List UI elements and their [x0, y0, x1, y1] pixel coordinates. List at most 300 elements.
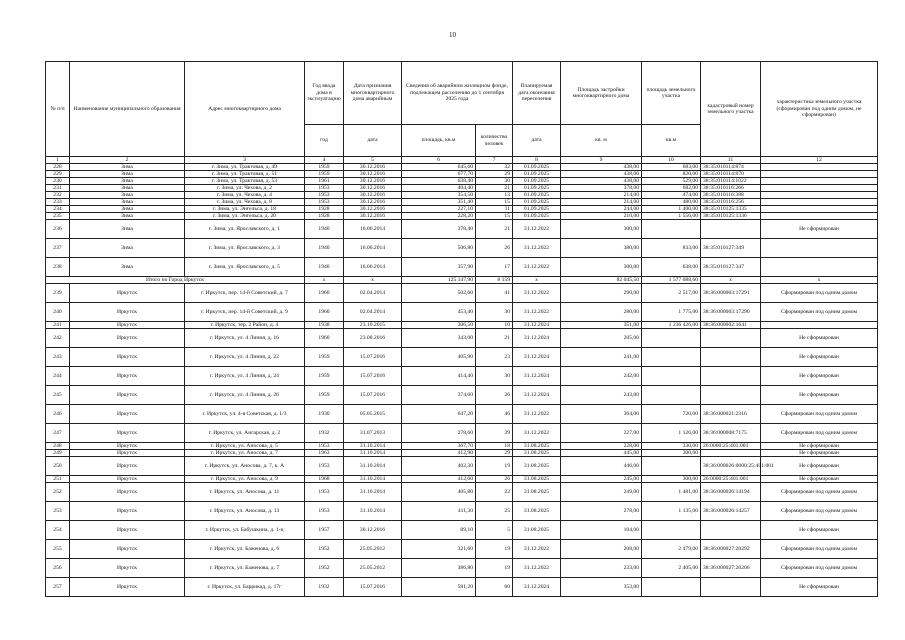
cell-row-number: 250: [46, 457, 70, 476]
cell-area: 414,40: [402, 367, 476, 386]
table-row: [46, 476, 878, 483]
cell-building-area: 446,00: [561, 457, 642, 476]
table-row: [46, 443, 878, 450]
cell-area: 374,60: [402, 386, 476, 405]
cell-year-built: 1952: [305, 540, 344, 559]
cell-row-number: 252: [46, 483, 70, 502]
cell-planned-date: 31.12.2024: [513, 367, 561, 386]
cell-address: г. Иркутск, ул. 4 Линия, д. 22: [185, 348, 305, 367]
cell-municipality: Иркутск: [70, 476, 185, 483]
table-row: [46, 348, 878, 367]
cell-land-status: Не сформирован: [761, 367, 878, 386]
cell-area: 645,60: [402, 164, 476, 171]
cell-emergency-date: 02.04.2014: [344, 284, 402, 303]
cell-address: г. Иркутск, ул. Аносова, д. 13: [185, 502, 305, 521]
cell-row-number: 253: [46, 502, 70, 521]
cell-planned-date: 01.09.2025: [513, 192, 561, 199]
cell-land-area: 529,00: [642, 178, 701, 185]
cell-emergency-date: 23.08.2016: [344, 329, 402, 348]
header-land-status: характеристика земельного участка (сформирован под одним домом, не сформирован): [761, 62, 878, 157]
cell-land-area: 300,00: [642, 476, 701, 483]
total-cell: x: [761, 277, 878, 284]
cell-municipality: Зима: [70, 220, 185, 239]
cell-people: 21: [476, 220, 513, 239]
table-row: [46, 171, 878, 178]
table-row: [46, 220, 878, 239]
cell-cadastral-number: 38:36:000003:17291: [701, 284, 761, 303]
cell-area: 306,50: [402, 322, 476, 329]
cell-land-area: [642, 220, 701, 239]
cell-land-status: Не сформирован: [761, 348, 878, 367]
cell-building-area: 300,00: [561, 220, 642, 239]
cell-area: 638,40: [402, 178, 476, 185]
cell-land-status: [761, 171, 878, 178]
cell-planned-date: 01.09.2025: [513, 171, 561, 178]
cell-address: г. Иркутск, тер. 2 Район, д. 4: [185, 322, 305, 329]
cell-area: 412,90: [402, 450, 476, 457]
cell-address: г. Иркутск, ул. Аносова, д. 5: [185, 443, 305, 450]
cell-building-area: 364,00: [561, 405, 642, 424]
cell-address: г. Зима, ул. Трактовая, д. 49: [185, 164, 305, 171]
cell-people: 46: [476, 405, 513, 424]
cell-planned-date: 31.12.2022: [513, 303, 561, 322]
cell-address: г. Зима, ул. Трактовая, д. 53: [185, 178, 305, 185]
cell-building-area: 208,00: [561, 540, 642, 559]
cell-people: 32: [476, 164, 513, 171]
cell-emergency-date: 30.12.2016: [344, 185, 402, 192]
cell-land-status: [761, 164, 878, 171]
cell-row-number: 240: [46, 303, 70, 322]
cell-planned-date: 31.08.2025: [513, 457, 561, 476]
cell-building-area: 438,00: [561, 164, 642, 171]
cell-people: 17: [476, 258, 513, 277]
cell-planned-date: 31.12.2024: [513, 578, 561, 597]
cell-address: г. Зима, ул. Чехова, д. 4: [185, 192, 305, 199]
subheader-sqm: кв. м: [561, 125, 642, 157]
cell-land-area: 833,00: [642, 239, 701, 258]
cell-cadastral-number: 38:35:010127:347: [701, 258, 761, 277]
cell-year-built: 1930: [305, 405, 344, 424]
cell-land-status: [761, 199, 878, 206]
cell-area: 367,70: [402, 443, 476, 450]
table-row: [46, 178, 878, 185]
cell-people: 10: [476, 322, 513, 329]
table-row: [46, 213, 878, 220]
table-row: [46, 206, 878, 213]
cell-municipality: Иркутск: [70, 348, 185, 367]
cell-building-area: 233,00: [561, 559, 642, 578]
cell-land-area: 474,00: [642, 192, 701, 199]
cell-land-status: Не сформирован: [761, 443, 878, 450]
cell-address: г. Иркутск, ул. Аносова, д. 9: [185, 476, 305, 483]
cell-cadastral-number: 38:35:010114:870: [701, 171, 761, 178]
cell-planned-date: 31.12.2022: [513, 424, 561, 443]
table-row: [46, 303, 878, 322]
cell-building-area: 438,00: [561, 178, 642, 185]
cell-planned-date: 31.08.2025: [513, 502, 561, 521]
cell-cadastral-number: [701, 521, 761, 540]
cell-address: г. Иркутск, пер. 14-й Советский, д. 9: [185, 303, 305, 322]
table-row: [46, 559, 878, 578]
cell-emergency-date: 05.05.2015: [344, 405, 402, 424]
cell-cadastral-number: 38:36:000027:20292: [701, 540, 761, 559]
cell-area: 386,80: [402, 559, 476, 578]
cell-building-area: 278,00: [561, 502, 642, 521]
total-cell: 82 045,50: [561, 277, 642, 284]
cell-address: г. Зима, ул. Энгельса, д. 20: [185, 213, 305, 220]
column-number: 1: [46, 157, 70, 164]
cell-area: 502,60: [402, 284, 476, 303]
total-cell: 125 147,90: [402, 277, 476, 284]
cell-emergency-date: 31.10.2014: [344, 450, 402, 457]
cell-year-built: 1959: [305, 164, 344, 171]
table-row: [46, 502, 878, 521]
column-number: 2: [70, 157, 185, 164]
cell-year-built: 1932: [305, 578, 344, 597]
cell-building-area: 300,00: [561, 258, 642, 277]
cell-municipality: Иркутск: [70, 329, 185, 348]
cell-municipality: Иркутск: [70, 367, 185, 386]
cell-land-area: [642, 578, 701, 597]
total-cell: x: [701, 277, 761, 284]
cell-land-status: Не сформирован: [761, 329, 878, 348]
cell-year-built: 1932: [305, 424, 344, 443]
cell-planned-date: 31.08.2025: [513, 450, 561, 457]
cell-address: г. Зима, ул. Чехова, д. 8: [185, 199, 305, 206]
table-row: [46, 367, 878, 386]
cell-land-area: 1 775,00: [642, 303, 701, 322]
cell-area: 506,80: [402, 239, 476, 258]
cell-land-area: 1 126,00: [642, 424, 701, 443]
cell-people: 29: [476, 171, 513, 178]
cell-area: 404,40: [402, 185, 476, 192]
cell-people: 18: [476, 443, 513, 450]
cell-planned-date: 31.08.2025: [513, 476, 561, 483]
cell-cadastral-number: [701, 386, 761, 405]
cell-emergency-date: 15.07.2016: [344, 348, 402, 367]
cell-land-status: Не сформирован: [761, 386, 878, 405]
cell-municipality: Зима: [70, 164, 185, 171]
cell-emergency-date: 15.07.2016: [344, 367, 402, 386]
cell-emergency-date: 30.12.2016: [344, 171, 402, 178]
cell-row-number: 248: [46, 443, 70, 450]
cell-land-status: [761, 258, 878, 277]
cell-land-status: Сформирован под одним домом: [761, 284, 878, 303]
cell-people: 26: [476, 239, 513, 258]
cell-area: 378,40: [402, 220, 476, 239]
table-row: [46, 386, 878, 405]
cell-municipality: Иркутск: [70, 559, 185, 578]
cell-land-area: 682,00: [642, 185, 701, 192]
cell-emergency-date: 31.10.2014: [344, 457, 402, 476]
cell-cadastral-number: 38:35:010116:256: [701, 199, 761, 206]
cell-municipality: Зима: [70, 199, 185, 206]
table-row: [46, 521, 878, 540]
cell-land-area: 2 479,00: [642, 540, 701, 559]
cell-year-built: 1959: [305, 386, 344, 405]
cell-year-built: 1940: [305, 239, 344, 258]
cell-building-area: 249,00: [561, 483, 642, 502]
cell-year-built: 1960: [305, 329, 344, 348]
cell-building-area: 214,00: [561, 199, 642, 206]
cell-land-status: Не сформирован: [761, 521, 878, 540]
cell-row-number: 235: [46, 213, 70, 220]
cell-area: 405,90: [402, 348, 476, 367]
cell-row-number: 236: [46, 220, 70, 239]
cell-row-number: 254: [46, 521, 70, 540]
cell-cadastral-number: [701, 578, 761, 597]
cell-people: 19: [476, 540, 513, 559]
column-number: 10: [642, 157, 701, 164]
cell-people: 26: [476, 476, 513, 483]
cell-emergency-date: 31.07.2013: [344, 424, 402, 443]
cell-cadastral-number: 38:36:000008:7175: [701, 424, 761, 443]
cell-land-area: 1 400,00: [642, 206, 701, 213]
table-row: [46, 329, 878, 348]
total-cell: x: [513, 277, 561, 284]
cell-people: 29: [476, 450, 513, 457]
header-land-area: площадь земельного участка: [642, 62, 701, 125]
cell-building-area: 445,00: [561, 450, 642, 457]
cell-building-area: 438,00: [561, 171, 642, 178]
header-emergency-date: Дата признания многоквартирного дома аварийным: [344, 62, 402, 125]
emergency-housing-table: [45, 61, 878, 597]
cell-building-area: 104,00: [561, 521, 642, 540]
cell-planned-date: 31.12.2022: [513, 405, 561, 424]
cell-emergency-date: 16.06.2014: [344, 239, 402, 258]
cell-area: 354,50: [402, 192, 476, 199]
subheader-year: год: [305, 125, 344, 157]
cell-cadastral-number: [701, 367, 761, 386]
cell-row-number: 230: [46, 178, 70, 185]
cell-area: 405,80: [402, 483, 476, 502]
cell-emergency-date: 15.07.2016: [344, 578, 402, 597]
cell-building-area: 353,00: [561, 578, 642, 597]
cell-year-built: 1959: [305, 348, 344, 367]
cell-address: г. Иркутск, пер. 14-й Советский, д. 7: [185, 284, 305, 303]
cell-planned-date: 31.12.2024: [513, 329, 561, 348]
cell-cadastral-number: 38:36:000026:14194: [701, 483, 761, 502]
cell-municipality: Иркутск: [70, 303, 185, 322]
cell-emergency-date: 31.10.2014: [344, 483, 402, 502]
cell-land-area: 480,00: [642, 199, 701, 206]
cell-year-built: 1953: [305, 199, 344, 206]
table-row: [46, 185, 878, 192]
cell-building-area: 242,00: [561, 367, 642, 386]
cell-year-built: 1953: [305, 443, 344, 450]
cell-land-area: 300,00: [642, 450, 701, 457]
subheader-sqm2: кв.м: [642, 125, 701, 157]
cell-emergency-date: 25.05.2012: [344, 559, 402, 578]
column-number: 5: [344, 157, 402, 164]
cell-cadastral-number: 38:36:000026:0000:25:401:001: [701, 457, 761, 476]
cell-land-area: 1 135,00: [642, 502, 701, 521]
cell-cadastral-number: 38:35:010116:266: [701, 185, 761, 192]
subheader-plan-date: дата: [513, 125, 561, 157]
cell-municipality: Иркутск: [70, 483, 185, 502]
cell-planned-date: 01.09.2025: [513, 199, 561, 206]
cell-address: г. Иркутск, ул. Баженова, д. 6: [185, 540, 305, 559]
header-municipality: Наименование муниципального образования: [70, 62, 185, 157]
cell-address: г. Иркутск, ул. 4 Линия, д. 26: [185, 386, 305, 405]
cell-year-built: 1938: [305, 322, 344, 329]
cell-building-area: 351,00: [561, 322, 642, 329]
cell-year-built: 1928: [305, 213, 344, 220]
table-row: [46, 457, 878, 476]
column-number: 3: [185, 157, 305, 164]
cell-row-number: 256: [46, 559, 70, 578]
cell-area: 581,20: [402, 578, 476, 597]
rows-irkutsk: [46, 284, 878, 597]
cell-building-area: 241,00: [561, 348, 642, 367]
cell-building-area: 280,00: [561, 303, 642, 322]
cell-building-area: 214,00: [561, 192, 642, 199]
cell-municipality: Иркутск: [70, 386, 185, 405]
column-number-row: [46, 157, 878, 164]
cell-area: 411,30: [402, 502, 476, 521]
table-row: [46, 322, 878, 329]
header-year-built: Год ввода дома в эксплуатацию: [305, 62, 344, 125]
cell-cadastral-number: 38:35:010114:874: [701, 164, 761, 171]
column-number: 8: [513, 157, 561, 164]
cell-building-area: 243,00: [561, 386, 642, 405]
table-row: [46, 192, 878, 199]
cell-people: 5: [476, 521, 513, 540]
cell-planned-date: 31.12.2022: [513, 258, 561, 277]
cell-municipality: Зима: [70, 258, 185, 277]
cell-building-area: 290,00: [561, 284, 642, 303]
table-row: [46, 450, 878, 457]
cell-planned-date: 01.09.2025: [513, 164, 561, 171]
cell-planned-date: 31.12.2024: [513, 348, 561, 367]
cell-people: 19: [476, 559, 513, 578]
cell-year-built: 1952: [305, 559, 344, 578]
cell-municipality: Иркутск: [70, 322, 185, 329]
cell-cadastral-number: 38:35:010116:388: [701, 192, 761, 199]
cell-area: 278,60: [402, 424, 476, 443]
cell-municipality: Иркутск: [70, 502, 185, 521]
cell-area: 412,60: [402, 476, 476, 483]
table-row: [46, 239, 878, 258]
cell-municipality: Зима: [70, 171, 185, 178]
cell-row-number: 231: [46, 185, 70, 192]
cell-area: 647,20: [402, 405, 476, 424]
cell-municipality: Зима: [70, 192, 185, 199]
cell-row-number: 244: [46, 367, 70, 386]
cell-municipality: Иркутск: [70, 521, 185, 540]
cell-land-status: Не сформирован: [761, 450, 878, 457]
header-cadastral: кадастровый номер земельного участка: [701, 62, 761, 157]
cell-people: 60: [476, 578, 513, 597]
column-number: 9: [561, 157, 642, 164]
cell-land-status: Не сформирован: [761, 220, 878, 239]
cell-address: г. Иркутск, ул. Аносова, д. 7, к. А: [185, 457, 305, 476]
page-number: 10: [449, 31, 456, 39]
cell-row-number: 246: [46, 405, 70, 424]
cell-area: 343,00: [402, 329, 476, 348]
cell-emergency-date: 30.12.2016: [344, 199, 402, 206]
table-row: [46, 284, 878, 303]
cell-cadastral-number: 38:35:010114:1022: [701, 178, 761, 185]
cell-people: 11: [476, 206, 513, 213]
cell-people: 21: [476, 185, 513, 192]
cell-building-area: 210,00: [561, 213, 642, 220]
cell-area: 357,90: [402, 258, 476, 277]
column-number: 4: [305, 157, 344, 164]
cell-cadastral-number: 38:36:000003:17290: [701, 303, 761, 322]
cell-people: 21: [476, 329, 513, 348]
cell-people: 13: [476, 192, 513, 199]
cell-year-built: 1953: [305, 483, 344, 502]
cell-land-status: [761, 206, 878, 213]
cell-municipality: Зима: [70, 185, 185, 192]
cell-planned-date: 01.09.2025: [513, 206, 561, 213]
cell-year-built: 1960: [305, 284, 344, 303]
cell-land-area: 2 517,00: [642, 284, 701, 303]
cell-land-area: 638,00: [642, 258, 701, 277]
cell-address: г. Иркутск, ул. Баррикад, д. 17г: [185, 578, 305, 597]
cell-cadastral-number: 26:0000:25:401:001: [701, 476, 761, 483]
cell-cadastral-number: 38:36:000026:14257: [701, 502, 761, 521]
cell-year-built: 1940: [305, 220, 344, 239]
cell-municipality: Иркутск: [70, 450, 185, 457]
cell-land-area: 1 481,00: [642, 483, 701, 502]
cell-year-built: 1953: [305, 457, 344, 476]
cell-municipality: Зима: [70, 239, 185, 258]
cell-emergency-date: 25.05.2012: [344, 540, 402, 559]
subheader-area: площадь, кв.м: [402, 125, 476, 157]
cell-people: 26: [476, 386, 513, 405]
cell-year-built: 1957: [305, 521, 344, 540]
cell-address: г. Зима, ул. Трактовая, д. 51: [185, 171, 305, 178]
cell-row-number: 243: [46, 348, 70, 367]
cell-row-number: 229: [46, 171, 70, 178]
cell-land-status: Не сформирован: [761, 476, 878, 483]
cell-address: г. Зима, ул. Ярославского, д. 5: [185, 258, 305, 277]
cell-land-area: [642, 386, 701, 405]
cell-row-number: 238: [46, 258, 70, 277]
cell-land-status: [761, 213, 878, 220]
cell-land-area: [642, 457, 701, 476]
cell-emergency-date: 02.04.2014: [344, 303, 402, 322]
cell-emergency-date: 31.10.2014: [344, 476, 402, 483]
cell-cadastral-number: 38:35:010125:1336: [701, 213, 761, 220]
table-row: [46, 483, 878, 502]
cell-land-area: [642, 521, 701, 540]
cell-row-number: 251: [46, 476, 70, 483]
cell-municipality: Зима: [70, 213, 185, 220]
header-planned-date: Планируемая дата окончания переселения: [513, 62, 561, 125]
cell-year-built: 1953: [305, 502, 344, 521]
cell-emergency-date: 30.12.2016: [344, 192, 402, 199]
cell-planned-date: 31.12.2022: [513, 284, 561, 303]
cell-people: 23: [476, 348, 513, 367]
cell-building-area: 228,00: [561, 443, 642, 450]
cell-cadastral-number: [701, 329, 761, 348]
cell-planned-date: 31.12.2024: [513, 322, 561, 329]
table-row: [46, 164, 878, 171]
cell-land-area: 2 405,00: [642, 559, 701, 578]
cell-people: 30: [476, 178, 513, 185]
total-row: [46, 277, 878, 284]
cell-cadastral-number: 38:35:010125:1335: [701, 206, 761, 213]
cell-land-status: Сформирован под одним домом: [761, 303, 878, 322]
total-cell: x: [305, 277, 344, 284]
cell-planned-date: 31.12.2022: [513, 559, 561, 578]
cell-emergency-date: 30.12.2016: [344, 206, 402, 213]
cell-people: 15: [476, 213, 513, 220]
table-row: [46, 199, 878, 206]
